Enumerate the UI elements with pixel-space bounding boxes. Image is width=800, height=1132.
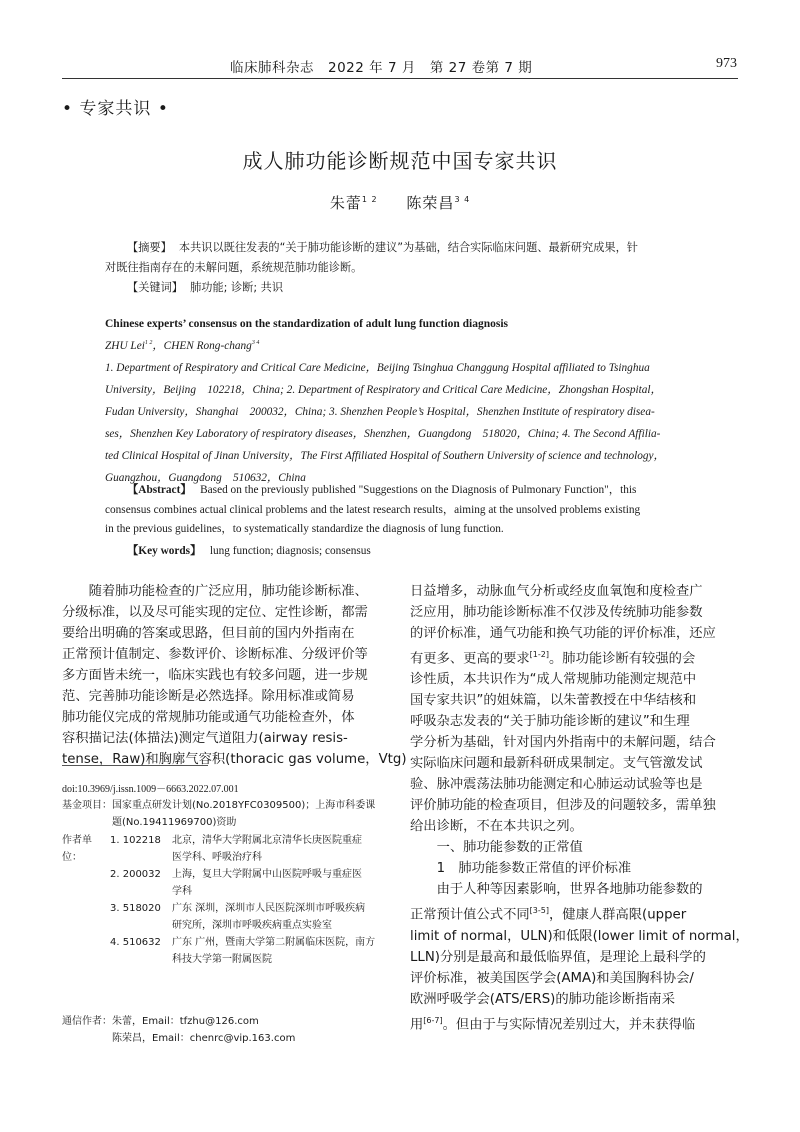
- body-text: 。但由于与实际情况差别过大，并未获得临: [442, 1017, 696, 1033]
- article-title: 成人肺功能诊断规范中国专家共识: [242, 149, 558, 173]
- body-line: 评价肺功能的检查项目，但涉及的问题较多，需单独: [410, 798, 716, 814]
- body-line: 国专家共识”的姐妹篇，以朱蕾教授在中华结核和: [410, 693, 697, 709]
- author-list: [0, 192, 800, 213]
- author-unit-row: [62, 832, 392, 866]
- unit-text: 广东 深圳，深圳市人民医院深圳市呼吸疾病: [172, 903, 366, 914]
- english-abstract: [105, 481, 701, 540]
- english-author-2: ，CHEN Rong-chang: [152, 340, 252, 352]
- body-line: 多方面皆未统一，临床实践也有较多问题，进一步规: [62, 668, 368, 683]
- doi: doi:10.3969/j.issn.1009－6663.2022.07.001: [62, 784, 239, 795]
- author-1-affil: 1 2: [361, 195, 378, 204]
- funding-line: 题(No.19411969700)资助: [62, 817, 237, 828]
- affil-line: Guangzhou，Guangdong 510632，China: [105, 472, 306, 484]
- english-author-1: ZHU Lei: [105, 340, 145, 352]
- funding-line: 基金项目：国家重点研发计划(No.2018YFC0309500)；上海市科委课: [62, 800, 376, 811]
- body-line: 范、完善肺功能诊断是必然选择。除用标准或简易: [62, 689, 355, 704]
- keywords-cn: [127, 278, 283, 298]
- abstract-cn-label: 【摘要】: [127, 241, 172, 254]
- affil-line: ses，Shenzhen Key Laboratory of respiratory diseases，Shenzhen，Guangdong 518020，China; 4. The Second Affilia-: [105, 428, 661, 440]
- body-line: 给出诊断，不在本共识之列。: [410, 819, 583, 835]
- footnote-rule: [62, 765, 208, 766]
- unit-text: 上海，复旦大学附属中山医院呼吸与重症医: [172, 869, 362, 880]
- corresponding-author: [62, 1013, 392, 1047]
- english-keywords-text: lung function; diagnosis; consensus: [209, 545, 371, 557]
- affil-line: University，Beijing 102218，China; 2. Department of Respiratory and Critical Care Medicine，Zhongshan Hospital，: [105, 384, 662, 396]
- body-line: 的评价标准，通气功能和换气功能的评价标准，还应: [410, 626, 716, 641]
- english-abstract-line: Based on the previously published "Suggestions on the Diagnosis of Pulmonary Function"，this: [200, 484, 637, 496]
- section-tag: • 专家共识 •: [62, 99, 169, 119]
- keywords-cn-label: 【关键词】: [127, 281, 183, 294]
- abstract-cn: [105, 238, 703, 278]
- funding-note: [62, 797, 392, 831]
- citation[interactable]: [1-2]: [529, 650, 549, 659]
- unit-number: 3. 518020: [110, 903, 161, 914]
- author-units-label: 作者单位：: [62, 835, 92, 863]
- body-text: ，健康人群高限(upper: [548, 907, 687, 923]
- body-text: 正常预计值公式不同: [410, 907, 530, 923]
- unit-text: 研究所，深圳市呼吸疾病重点实验室: [172, 920, 332, 931]
- abstract-cn-line: 对既往指南存在的未解问题，系统规范肺功能诊断。: [105, 261, 363, 274]
- body-line: 正常预计值制定、参数评价、诊断标准、分级评价等: [62, 647, 368, 662]
- author-2-affil: 3 4: [454, 195, 471, 204]
- unit-number: 2. 200032: [110, 869, 161, 880]
- contact-line: 陈荣昌，Email：chenrc@vip.163.com: [62, 1033, 296, 1044]
- header-rule: [62, 78, 738, 79]
- unit-text: 学科: [172, 886, 192, 897]
- english-abstract-line: in the previous guidelines，to systematically standardize the diagnosis of lung function.: [105, 523, 504, 535]
- body-text: 有更多、更高的要求: [410, 651, 530, 667]
- body-line: 容积描记法(体描法)测定气道阻力(airway resis-: [62, 731, 348, 746]
- english-title: Chinese experts’ consensus on the standardization of adult lung function diagnosis: [105, 318, 508, 330]
- unit-text: 广东 广州，暨南大学第二附属临床医院，南方: [172, 937, 376, 948]
- citation[interactable]: [6-7]: [423, 1015, 443, 1025]
- section-heading-1-1: 1 肺功能参数正常值的评价标准: [410, 861, 632, 877]
- page-number: 973: [716, 56, 737, 71]
- running-header-journal: 临床肺科杂志 2022 年 7 月 第 27 卷第 7 期: [230, 60, 533, 76]
- body-line: 泛应用，肺功能诊断标准不仅涉及传统肺功能参数: [410, 605, 703, 620]
- body-line: tense，Raw)和胸廓气容积(thoracic gas volume，Vtg): [62, 752, 407, 767]
- citation[interactable]: [3-5]: [529, 906, 549, 916]
- english-author-1-affil: 1 2: [144, 340, 153, 347]
- author-unit-row: [62, 900, 392, 934]
- author-2-name: 陈荣昌: [406, 194, 455, 212]
- author-unit-row: [62, 934, 392, 968]
- body-line: [410, 900, 740, 925]
- body-right-column: [410, 581, 749, 1035]
- abstract-cn-line: 本共识以既往发表的“关于肺功能诊断的建议”为基础，结合实际临床问题、最新研究成果，针: [178, 241, 638, 254]
- body-text: 用: [410, 1017, 424, 1033]
- author-unit-row: [62, 866, 392, 900]
- body-line: 评价标准，被美国医学会(AMA)和美国胸科协会/: [410, 970, 694, 986]
- body-line: 呼吸杂志发表的“关于肺功能诊断的建议”和生理: [410, 714, 690, 730]
- body-line: 日益增多，动脉血气分析或经皮血氧饱和度检查广: [410, 584, 703, 599]
- english-abstract-line: consensus combines actual clinical problems and the latest research results，aiming at the unsolved problems existing: [105, 503, 641, 516]
- unit-number: 1. 102218: [110, 835, 161, 846]
- english-author-2-affil: 3 4: [251, 340, 260, 347]
- author-1-name: 朱蕾: [329, 194, 362, 212]
- body-line: 分级标准，以及尽可能实现的定位、定性诊断，都需: [62, 605, 368, 620]
- english-keywords-label: 【Key words】: [127, 545, 202, 557]
- unit-text: 北京，清华大学附属北京清华长庚医院重症: [172, 835, 362, 846]
- body-line: 诊性质，本共识作为“成人常规肺功能测定规范中: [410, 672, 697, 688]
- unit-text: 医学科、呼吸治疗科: [172, 852, 262, 863]
- english-keywords: [127, 542, 371, 558]
- body-line: limit of normal，ULN)和低限(lower limit of normal，: [410, 928, 749, 944]
- body-line: 实际临床问题和最新科研成果制定。支气管激发试: [410, 756, 703, 772]
- english-abstract-label: 【Abstract】: [127, 484, 192, 496]
- affil-line: ted Clinical Hospital of Jinan University，The First Affiliated Hospital of Southern University of science and technology，: [105, 450, 665, 462]
- body-line: 随着肺功能检查的广泛应用，肺功能诊断标准、: [62, 584, 368, 599]
- body-line: LLN)分别是最高和最低临界值，是理论上最科学的: [410, 949, 706, 965]
- body-line: 学分析为基础，针对国内外指南中的未解问题，结合: [410, 735, 716, 751]
- body-text: 。肺功能诊断有较强的会: [548, 651, 696, 667]
- body-line: 欧洲呼吸学会(ATS/ERS)的肺功能诊断指南采: [410, 991, 676, 1007]
- body-line: [410, 1010, 740, 1035]
- english-affiliations: [105, 357, 701, 489]
- contact-line: 通信作者：朱蕾，Email：tfzhu@126.com: [62, 1016, 259, 1027]
- section-heading-1: 一、肺功能参数的正常值: [410, 840, 583, 856]
- body-left-column: [62, 581, 407, 770]
- english-authors: [105, 337, 259, 353]
- body-line: 要给出明确的答案或思路，但目前的国内外指南在: [62, 626, 355, 641]
- body-line: [410, 644, 740, 669]
- body-line: 由于人种等因素影响，世界各地肺功能参数的: [410, 882, 703, 898]
- affil-line: Fudan University，Shanghai 200032，China; 3. Shenzhen People’s Hospital，Shenzhen Institute of respiratory disea-: [105, 406, 655, 418]
- unit-text: 科技大学第一附属医院: [172, 954, 272, 965]
- body-line: 验、脉冲震荡法肺功能测定和心肺运动试验等也是: [410, 777, 703, 793]
- affil-line: 1. Department of Respiratory and Critical Care Medicine，Beijing Tsinghua Changgung Hospital affiliated to Tsinghua: [105, 362, 650, 374]
- keywords-cn-text: 肺功能; 诊断; 共识: [190, 281, 284, 294]
- unit-number: 4. 510632: [110, 937, 161, 948]
- author-units: [62, 832, 392, 968]
- body-line: 肺功能仪完成的常规肺功能或通气功能检查外，体: [62, 710, 355, 725]
